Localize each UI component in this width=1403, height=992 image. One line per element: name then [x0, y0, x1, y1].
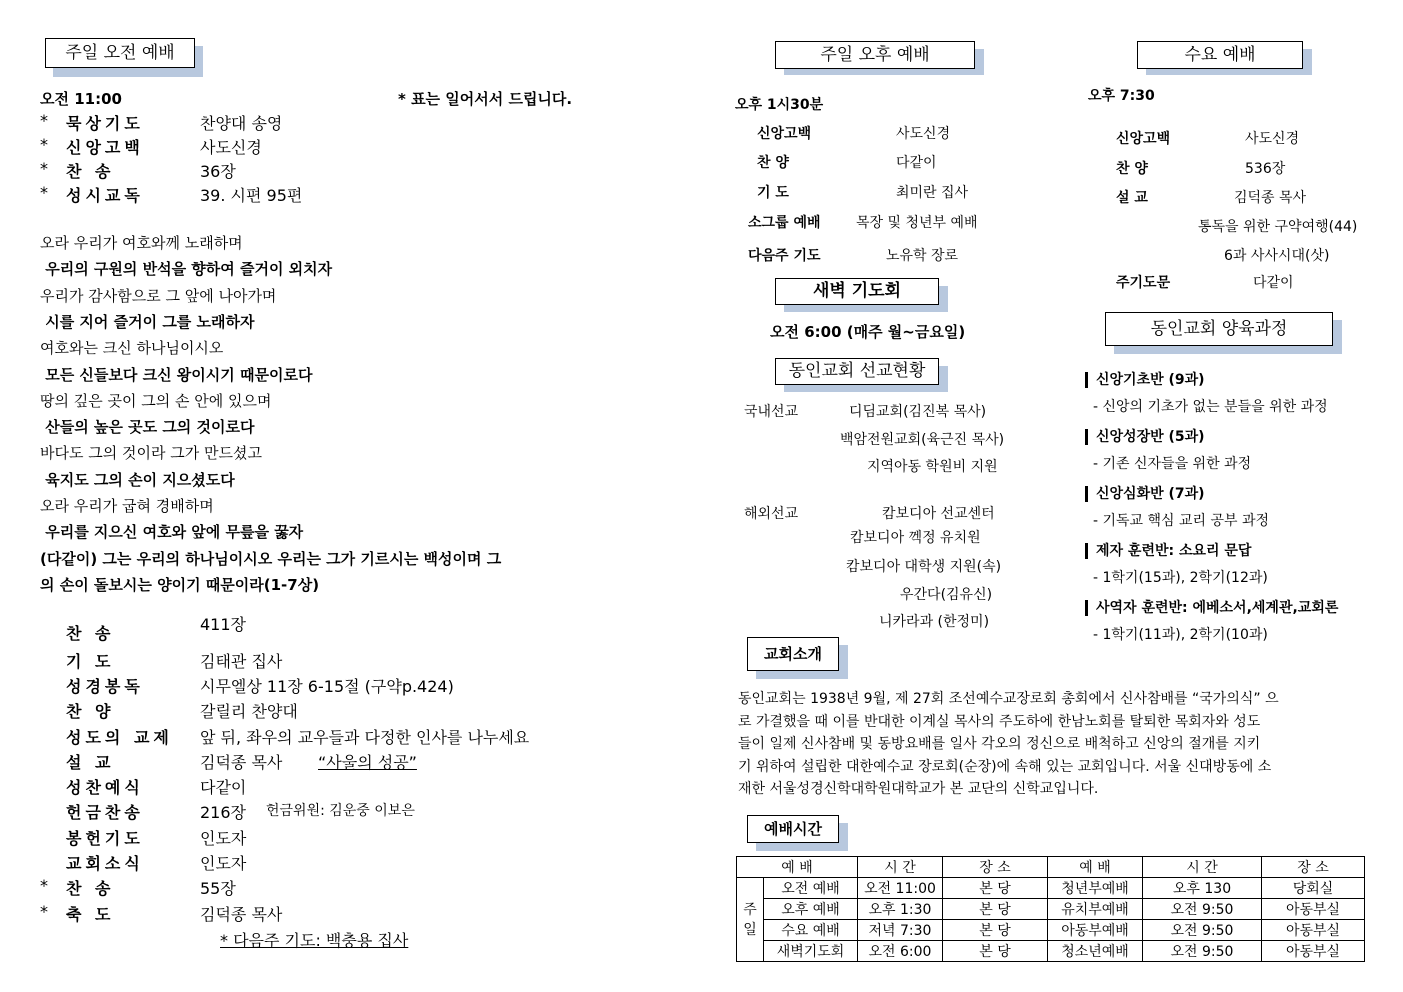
course-title: 신앙성장반 (5과) [1085, 429, 1205, 445]
order-label: 봉헌기도 [66, 829, 144, 848]
wednesday-closing-label: 주기도문 [1116, 275, 1171, 291]
offering-team: 헌금위원: 김운중 이보은 [266, 803, 415, 819]
mission-item: 디딤교회(김진복 목사) [849, 404, 987, 420]
order-label: 기 도 [66, 652, 115, 671]
psalm-line: 바다도 그의 것이라 그가 만드셨고 [40, 444, 262, 463]
course-desc: - 1학기(11과), 2학기(10과) [1093, 627, 1268, 643]
intro-header: 교회소개 [747, 637, 839, 671]
domestic-label: 국내선교 [744, 404, 799, 420]
table-cell: 오후 예배 [764, 899, 858, 920]
order-value: 411장 [200, 615, 246, 634]
table-cell: 저녁 7:30 [858, 920, 943, 941]
afternoon-value: 목장 및 청년부 예배 [856, 215, 978, 231]
table-cell: 당회실 [1262, 878, 1365, 899]
schedule-table [736, 856, 1365, 962]
course-title: 사역자 훈련반: 에베소서,세계관,교회론 [1085, 600, 1338, 616]
wednesday-value: 김덕종 목사 [1234, 190, 1307, 206]
order-value: 김덕종 목사 [200, 753, 283, 772]
dawn-header: 새벽 기도회 [775, 278, 939, 305]
table-cell: 새벽기도회 [764, 941, 858, 962]
intro-line: 동인교회는 1938년 9월, 제 27회 조선예수교장로회 총회에서 신사참배를 “국가의식” 으 [738, 691, 1279, 707]
table-row [737, 899, 1365, 920]
psalm-line: 육지도 그의 손이 지으셨도다 [40, 470, 235, 489]
table-cell: 아동부실 [1262, 941, 1365, 962]
wednesday-value: 536장 [1245, 161, 1286, 177]
order-value: 앞 뒤, 좌우의 교우들과 다정한 인사를 나누세요 [200, 728, 530, 747]
wednesday-service-header: 수요 예배 [1137, 41, 1303, 69]
afternoon-value: 다같이 [896, 155, 937, 171]
psalm-line: 산들의 높은 곳도 그의 것이로다 [40, 418, 255, 437]
order-value: 김덕종 목사 [200, 905, 283, 924]
col-header: 장 소 [943, 857, 1048, 878]
course-title: 신앙기초반 (9과) [1085, 372, 1205, 388]
table-cell: 청소년예배 [1048, 941, 1143, 962]
dawn-time: 오전 6:00 (매주 월~금요일) [770, 323, 966, 341]
order-label: 헌금찬송 [66, 803, 144, 822]
morning-service-header: 주일 오전 예배 [45, 38, 195, 68]
wednesday-value: 사도신경 [1245, 131, 1300, 147]
psalm-line: 의 손이 돌보시는 양이기 때문이라(1-7상) [40, 575, 320, 594]
mission-item: 캄보디아 선교센터 [882, 506, 995, 522]
table-cell: 유치부예배 [1048, 899, 1143, 920]
order-value: 다같이 [200, 778, 247, 797]
intro-line: 로 가결했을 때 이를 반대한 이계실 목사의 주도하에 한남노회를 탈퇴한 목회자와 성도 [738, 713, 1261, 730]
course-desc: - 기독교 핵심 교리 공부 과정 [1093, 513, 1270, 529]
afternoon-label: 소그룹 예배 [748, 215, 821, 231]
table-cell: 오후 1:30 [858, 899, 943, 920]
order-label: 성찬예식 [66, 778, 144, 797]
table-cell: 본 당 [943, 941, 1048, 962]
order-value: 인도자 [200, 854, 247, 873]
intro-line: 재한 서울성경신학대학원대학교가 본 교단의 신학교입니다. [738, 781, 1099, 798]
overseas-label: 해외선교 [744, 506, 799, 522]
afternoon-label: 다음주 기도 [748, 248, 821, 264]
psalm-line: 우리가 감사함으로 그 앞에 나아가며 [40, 286, 277, 305]
order-label: 설 교 [66, 753, 115, 772]
table-cell: 오후 130 [1143, 878, 1262, 899]
psalm-line: (다같이) 그는 우리의 하나님이시오 우리는 그가 기르시는 백성이며 그 [40, 549, 502, 568]
next-prayer: * 다음주 기도: 백충용 집사 [220, 931, 409, 950]
afternoon-value: 최미란 집사 [896, 185, 969, 201]
table-row [737, 878, 1365, 899]
order-label: 교회소식 [66, 854, 144, 873]
sermon-title: “사울의 성공” [318, 753, 417, 772]
wednesday-time: 오후 7:30 [1088, 88, 1155, 104]
schedule-header-row [737, 857, 1365, 878]
order-star: * [40, 183, 48, 202]
psalm-line: 모든 신들보다 크신 왕이시기 때문이로다 [40, 365, 313, 384]
psalm-line: 시를 지어 즐거이 그를 노래하자 [40, 312, 255, 331]
col-header: 시 간 [858, 857, 943, 878]
wednesday-sermon-line2: 6과 사사시대(삿) [1224, 248, 1330, 264]
psalm-line: 여호와는 크신 하나님이시오 [40, 339, 224, 358]
order-value: 갈릴리 찬양대 [200, 702, 298, 721]
order-value: 39. 시편 95편 [200, 186, 303, 205]
order-value: 55장 [200, 879, 236, 898]
psalm-line: 우리의 구원의 반석을 향하여 즐거이 외치자 [40, 260, 333, 279]
order-label: 찬 양 [66, 702, 115, 721]
order-label: 찬 송 [66, 162, 115, 181]
order-star: * [40, 159, 48, 178]
order-star: * [40, 876, 48, 895]
course-title: 신앙심화반 (7과) [1085, 486, 1205, 502]
order-label: 묵상기도 [66, 114, 144, 133]
afternoon-service-header: 주일 오후 예배 [775, 41, 975, 69]
afternoon-label: 찬 양 [757, 155, 789, 171]
wednesday-label: 찬 양 [1116, 161, 1148, 177]
schedule-header: 예배시간 [747, 815, 839, 843]
course-desc: - 1학기(15과), 2학기(12과) [1093, 570, 1268, 586]
intro-line: 기 위하여 설립한 대한예수교 장로회(순장)에 속해 있는 교회입니다. 서울 신대방동에 소 [738, 758, 1272, 775]
order-label: 찬 송 [66, 879, 115, 898]
col-header: 예 배 [737, 857, 858, 878]
order-value: 36장 [200, 162, 236, 181]
col-header: 장 소 [1262, 857, 1365, 878]
training-header: 동인교회 양육과정 [1105, 312, 1333, 346]
mission-item: 백암전원교회(육근진 목사) [840, 432, 1005, 448]
afternoon-value: 사도신경 [896, 126, 951, 142]
psalm-line: 우리를 지으신 여호와 앞에 무릎을 꿇자 [40, 523, 304, 542]
table-cell: 수요 예배 [764, 920, 858, 941]
mission-item: 지역아동 학원비 지원 [867, 459, 998, 475]
table-cell: 청년부예배 [1048, 878, 1143, 899]
table-cell: 오전 6:00 [858, 941, 943, 962]
table-row [737, 920, 1365, 941]
group-label-text: 주일 [743, 901, 757, 938]
order-star: * [40, 135, 48, 154]
mission-item: 우간다(김유신) [900, 587, 993, 603]
table-cell: 아동부실 [1262, 920, 1365, 941]
order-label: 성시교독 [66, 186, 144, 205]
table-cell: 오전 예배 [764, 878, 858, 899]
wednesday-closing-value: 다같이 [1253, 275, 1294, 291]
course-desc: - 기존 신자들을 위한 과정 [1093, 456, 1252, 472]
course-desc: - 신앙의 기초가 없는 분들을 위한 과정 [1093, 399, 1328, 415]
table-cell: 오전 9:50 [1143, 941, 1262, 962]
mission-header: 동인교회 선교현황 [775, 358, 939, 385]
wednesday-label: 신앙고백 [1116, 131, 1171, 147]
order-value: 사도신경 [200, 138, 262, 157]
order-star: * [40, 111, 48, 130]
table-cell: 오전 9:50 [1143, 920, 1262, 941]
mission-item: 캄보디아 껙정 유치원 [850, 530, 981, 546]
wednesday-sermon-line1: 통독을 위한 구약여행(44) [1198, 219, 1358, 235]
order-label: 찬 송 [66, 624, 115, 643]
table-cell: 오전 9:50 [1143, 899, 1262, 920]
table-cell: 아동부실 [1262, 899, 1365, 920]
table-cell: 본 당 [943, 899, 1048, 920]
order-value: 인도자 [200, 829, 247, 848]
table-cell: 본 당 [943, 878, 1048, 899]
order-star: * [40, 902, 48, 921]
order-value: 시무엘상 11장 6-15절 (구약p.424) [200, 677, 454, 696]
stand-note: * 표는 일어서서 드립니다. [398, 90, 573, 108]
mission-item: 캄보디아 대학생 지원(속) [846, 559, 1002, 575]
col-header: 예 배 [1048, 857, 1143, 878]
psalm-line: 오라 우리가 굽혀 경배하며 [40, 497, 214, 515]
order-value: 216장 [200, 803, 246, 822]
table-cell: 본 당 [943, 920, 1048, 941]
course-title: 제자 훈련반: 소요리 문답 [1085, 543, 1251, 559]
afternoon-time: 오후 1시30분 [735, 97, 824, 113]
wednesday-label: 설 교 [1116, 190, 1148, 206]
table-cell: 아동부예배 [1048, 920, 1143, 941]
afternoon-label: 기 도 [757, 185, 789, 201]
order-label: 성경봉독 [66, 677, 144, 696]
table-row [737, 941, 1365, 962]
morning-service-time: 오전 11:00 [40, 90, 122, 108]
table-cell: 오전 11:00 [858, 878, 943, 899]
afternoon-label: 신앙고백 [757, 126, 812, 142]
order-value: 찬양대 송영 [200, 114, 283, 133]
mission-item: 니카라과 (한정미) [879, 614, 990, 630]
order-label: 신앙고백 [66, 138, 144, 157]
col-header: 시 간 [1143, 857, 1262, 878]
intro-line: 들이 일제 신사참배 및 동방요배를 일사 각오의 정신으로 배척하고 신앙의 절개를 지키 [738, 736, 1261, 753]
order-label: 성도의 교제 [66, 728, 173, 747]
order-value: 김태관 집사 [200, 652, 283, 671]
order-label: 축 도 [66, 905, 115, 924]
psalm-line: 오라 우리가 여호와께 노래하며 [40, 234, 243, 252]
afternoon-value: 노유학 장로 [886, 248, 959, 264]
psalm-line: 땅의 깊은 곳이 그의 손 안에 있으며 [40, 391, 272, 410]
group-label [737, 878, 764, 962]
